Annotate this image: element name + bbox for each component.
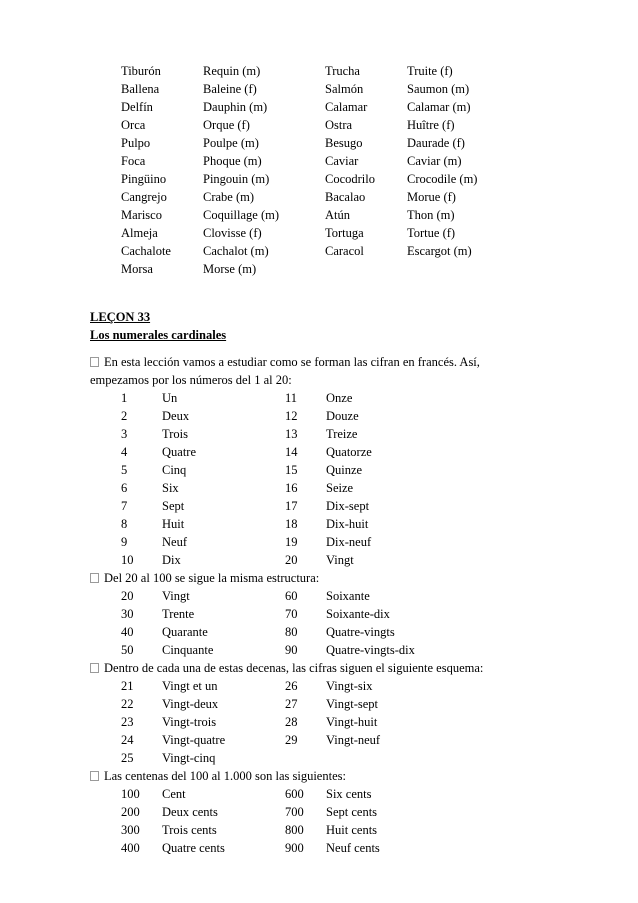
table-cell: 12 (285, 409, 298, 423)
table-cell: Marisco (121, 208, 162, 222)
table-cell: Treize (326, 427, 358, 441)
table-cell: Caviar (m) (407, 154, 462, 168)
table-cell: Six (162, 481, 179, 495)
table-cell: Pingüino (121, 172, 167, 186)
table-cell: 8 (121, 517, 128, 531)
table-cell: Trois cents (162, 823, 217, 837)
table-cell: Tiburón (121, 64, 161, 78)
table-cell: Six cents (326, 787, 372, 801)
table-cell: 800 (285, 823, 304, 837)
table-cell: Ostra (325, 118, 353, 132)
table-cell: Morse (m) (203, 262, 257, 276)
table-cell: 24 (121, 733, 134, 747)
table-cell: 30 (121, 607, 134, 621)
table-cell: Deux cents (162, 805, 218, 819)
table-cell: Crabe (m) (203, 190, 255, 204)
table-cell: 18 (285, 517, 298, 531)
lesson-heading (90, 308, 226, 344)
table-cell: Vingt-huit (326, 715, 378, 729)
table-cell: Seize (326, 481, 354, 495)
table-cell: 900 (285, 841, 304, 855)
table-cell: Vingt-sept (326, 697, 379, 711)
table-cell: Salmón (325, 82, 364, 96)
table-cell: Delfín (121, 100, 153, 114)
table-cell: Cinquante (162, 643, 214, 657)
table-cell: 9 (121, 535, 128, 549)
table-cell: Soixante-dix (326, 607, 390, 621)
table-cell: 6 (121, 481, 128, 495)
table-cell: 22 (121, 697, 134, 711)
table-cell: 90 (285, 643, 298, 657)
table-cell: Besugo (325, 136, 363, 150)
table-cell: 20 (285, 553, 298, 567)
table-cell: 26 (285, 679, 298, 693)
table-cell: 27 (285, 697, 298, 711)
table-cell: Un (162, 391, 178, 405)
table-cell: Baleine (f) (203, 82, 257, 96)
table-cell: Crocodile (m) (407, 172, 478, 186)
table-cell: Vingt-neuf (326, 733, 381, 747)
table-cell: Cangrejo (121, 190, 167, 204)
table-cell: Caracol (325, 244, 364, 258)
table-cell: Thon (m) (407, 208, 455, 222)
intro-paragraph-line-1: En esta lección vamos a estudiar como se forman las cifran en francés. Así, (90, 353, 480, 371)
table-cell: Vingt-deux (162, 697, 219, 711)
table-cell: Almeja (121, 226, 158, 240)
table-cell: Tortue (f) (407, 226, 456, 240)
table-cell: Soixante (326, 589, 370, 603)
bullet-scheme-intro: Dentro de cada una de estas decenas, las cifras siguen el siguiente esquema: (90, 659, 483, 677)
lesson-number: LEÇON 33 (90, 310, 151, 324)
lesson-title: Los numerales cardinales (90, 328, 227, 342)
bullet-box-icon (90, 357, 99, 367)
table-cell: Calamar (m) (407, 100, 471, 114)
table-cell: Sept cents (326, 805, 378, 819)
table-cell: Clovisse (f) (203, 226, 262, 240)
table-cell: 4 (121, 445, 128, 459)
table-cell: 50 (121, 643, 134, 657)
table-cell: 80 (285, 625, 298, 639)
table-cell: Trois (162, 427, 188, 441)
table-cell: Vingt-trois (162, 715, 217, 729)
table-cell: Bacalao (325, 190, 366, 204)
table-cell: 19 (285, 535, 298, 549)
table-cell: 20 (121, 589, 134, 603)
table-cell: Dix (162, 553, 181, 567)
table-cell: 11 (285, 391, 298, 405)
table-cell: Trucha (325, 64, 360, 78)
bullet-tens-intro: Del 20 al 100 se sigue la misma estructura: (90, 569, 319, 587)
table-cell: Dauphin (m) (203, 100, 268, 114)
table-cell: Quarante (162, 625, 208, 639)
table-cell: Orca (121, 118, 146, 132)
table-cell: 40 (121, 625, 134, 639)
intro-paragraph-line-2: empezamos por los números del 1 al 20: (90, 373, 292, 387)
table-cell: 100 (121, 787, 140, 801)
table-cell: Cent (162, 787, 186, 801)
bullet-hundreds-intro: Las centenas del 100 al 1.000 son las siguientes: (90, 767, 346, 785)
table-cell: Deux (162, 409, 190, 423)
table-cell: Onze (326, 391, 353, 405)
table-cell: 13 (285, 427, 298, 441)
table-cell: Coquillage (m) (203, 208, 280, 222)
table-cell: Neuf (162, 535, 187, 549)
table-cell: Dix-sept (326, 499, 370, 513)
table-cell: Tortuga (325, 226, 364, 240)
table-cell: Sept (162, 499, 185, 513)
table-cell: 10 (121, 553, 134, 567)
table-cell: Dix-neuf (326, 535, 372, 549)
table-cell: 700 (285, 805, 304, 819)
table-cell: Vingt (326, 553, 354, 567)
table-cell: Phoque (m) (203, 154, 262, 168)
table-cell: Orque (f) (203, 118, 250, 132)
table-cell: 14 (285, 445, 298, 459)
table-cell: Morue (f) (407, 190, 456, 204)
bullet-box-icon (90, 663, 99, 673)
table-cell: Escargot (m) (407, 244, 472, 258)
table-cell: Calamar (325, 100, 368, 114)
table-cell: Quinze (326, 463, 363, 477)
table-cell: Foca (121, 154, 146, 168)
table-cell: Daurade (f) (407, 136, 465, 150)
table-cell: Requin (m) (203, 64, 261, 78)
table-cell: Huit cents (326, 823, 378, 837)
table-cell: 400 (121, 841, 140, 855)
table-cell: 1 (121, 391, 128, 405)
table-cell: 2 (121, 409, 128, 423)
table-cell: 600 (285, 787, 304, 801)
table-cell: 200 (121, 805, 140, 819)
table-cell: 17 (285, 499, 298, 513)
table-cell: Vingt (162, 589, 190, 603)
table-cell: Quatorze (326, 445, 372, 459)
table-cell: Quatre-vingts-dix (326, 643, 415, 657)
table-cell: Dix-huit (326, 517, 369, 531)
table-cell: Trente (162, 607, 195, 621)
table-cell: Vingt-quatre (162, 733, 226, 747)
bullet-box-icon (90, 771, 99, 781)
table-cell: Poulpe (m) (203, 136, 259, 150)
table-cell: Cocodrilo (325, 172, 375, 186)
table-cell: Cachalote (121, 244, 171, 258)
table-cell: 25 (121, 751, 134, 765)
table-cell: 28 (285, 715, 298, 729)
table-cell: 5 (121, 463, 128, 477)
table-cell: 300 (121, 823, 140, 837)
table-cell: Caviar (325, 154, 359, 168)
table-cell: Quatre (162, 445, 197, 459)
table-cell: 21 (121, 679, 134, 693)
table-cell: 3 (121, 427, 128, 441)
table-cell: Cinq (162, 463, 187, 477)
table-cell: Atún (325, 208, 350, 222)
table-cell: Pulpo (121, 136, 151, 150)
table-cell: 29 (285, 733, 298, 747)
table-cell: 15 (285, 463, 298, 477)
table-cell: Ballena (121, 82, 160, 96)
table-cell: Quatre-vingts (326, 625, 395, 639)
table-cell: Truite (f) (407, 64, 453, 78)
table-cell: Saumon (m) (407, 82, 470, 96)
table-cell: 16 (285, 481, 298, 495)
table-cell: Neuf cents (326, 841, 380, 855)
table-cell: Huit (162, 517, 185, 531)
table-cell: 23 (121, 715, 134, 729)
table-cell: Vingt et un (162, 679, 218, 693)
table-cell: Douze (326, 409, 359, 423)
bullet-box-icon (90, 573, 99, 583)
table-cell: Vingt-cinq (162, 751, 216, 765)
table-cell: Vingt-six (326, 679, 373, 693)
table-cell: Huître (f) (407, 118, 455, 132)
table-cell: 60 (285, 589, 298, 603)
table-cell: Quatre cents (162, 841, 225, 855)
table-cell: 7 (121, 499, 128, 513)
table-cell: Morsa (121, 262, 153, 276)
table-cell: Pingouin (m) (203, 172, 270, 186)
table-cell: Cachalot (m) (203, 244, 269, 258)
table-cell: 70 (285, 607, 298, 621)
